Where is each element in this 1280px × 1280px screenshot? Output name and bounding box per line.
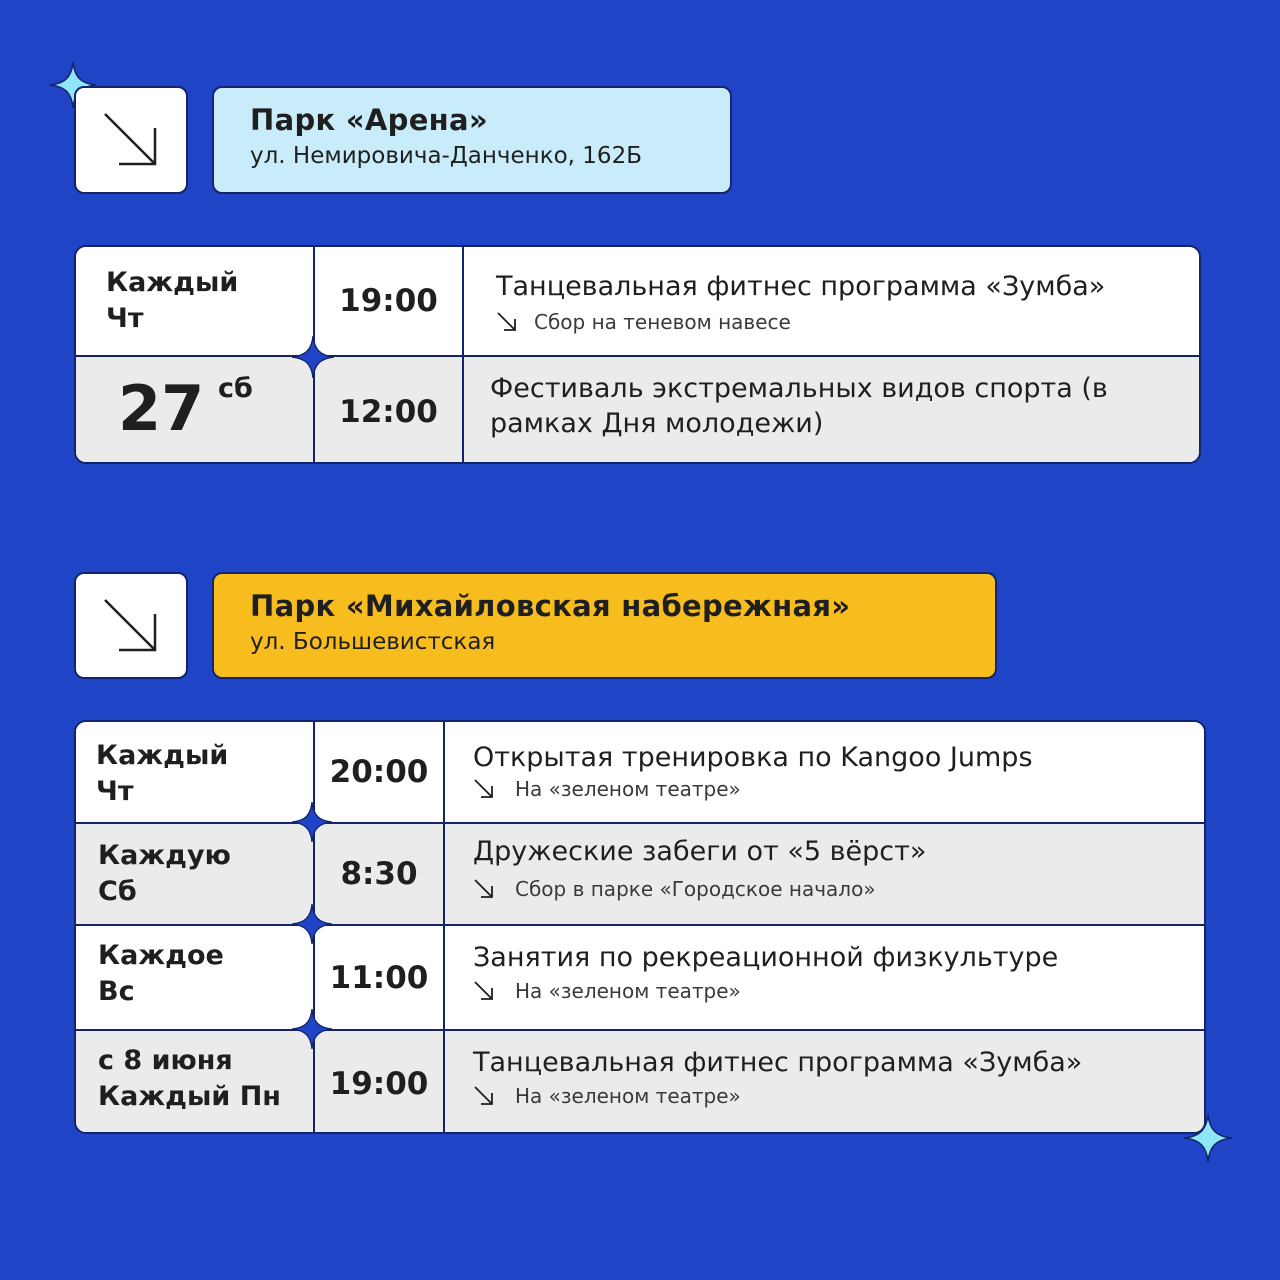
arrow-down-right-icon bbox=[99, 108, 163, 172]
event-note bbox=[473, 1084, 1204, 1108]
date-weekday: сб bbox=[218, 373, 253, 404]
arena-arrow-box bbox=[74, 86, 188, 194]
day-cell bbox=[76, 926, 315, 1029]
date-cell bbox=[76, 357, 315, 464]
event-cell bbox=[445, 1031, 1204, 1134]
table-row bbox=[76, 722, 1204, 824]
event-cell bbox=[445, 824, 1204, 924]
time-cell: 12:00 bbox=[315, 357, 464, 464]
event-title: Танцевальная фитнес программа «Зумба» bbox=[473, 1047, 1083, 1078]
day-label: Каждый Чт bbox=[96, 740, 229, 807]
mikhailovskaya-address: ул. Большевистская bbox=[250, 629, 496, 655]
day-label: Каждый Чт bbox=[106, 267, 239, 334]
arrow-down-right-icon bbox=[496, 311, 518, 333]
day-cell bbox=[76, 722, 315, 822]
arrow-down-right-icon bbox=[473, 1085, 495, 1107]
day-cell bbox=[76, 247, 315, 355]
day-cell bbox=[76, 824, 315, 924]
arrow-down-right-icon bbox=[473, 778, 495, 800]
event-title: Фестиваль экстремальных видов спорта (в рамках Дня молодежи) bbox=[490, 373, 1108, 439]
arrow-down-right-icon bbox=[473, 878, 495, 900]
arena-schedule-table bbox=[74, 245, 1201, 464]
sparkle-star-icon bbox=[292, 802, 332, 842]
event-cell bbox=[464, 247, 1199, 355]
event-title: Занятия по рекреационной физкультуре bbox=[473, 942, 1059, 973]
day-label: Каждое Вс bbox=[98, 940, 224, 1007]
mikhailovskaya-arrow-box bbox=[74, 572, 188, 679]
event-note bbox=[473, 979, 1204, 1003]
sparkle-star-icon bbox=[292, 336, 334, 378]
time-cell: 19:00 bbox=[315, 1031, 445, 1134]
date-number: 27 bbox=[118, 372, 205, 445]
event-note bbox=[473, 777, 1204, 801]
arrow-down-right-icon bbox=[473, 980, 495, 1002]
event-cell bbox=[445, 722, 1204, 822]
day-cell bbox=[76, 1031, 315, 1134]
table-row bbox=[76, 247, 1199, 357]
event-note-text: Сбор на теневом навесе bbox=[534, 310, 791, 334]
event-note-text: На «зеленом театре» bbox=[515, 1084, 741, 1108]
arena-header bbox=[212, 86, 732, 194]
time-cell: 8:30 bbox=[315, 824, 445, 924]
event-note bbox=[473, 877, 1204, 901]
event-title: Танцевальная фитнес программа «Зумба» bbox=[496, 271, 1106, 302]
event-note-text: На «зеленом театре» bbox=[515, 979, 741, 1003]
sparkle-star-icon bbox=[292, 904, 332, 944]
mikhailovskaya-schedule-table bbox=[74, 720, 1206, 1134]
table-row bbox=[76, 1031, 1204, 1134]
day-label: с 8 июня Каждый Пн bbox=[98, 1045, 281, 1112]
event-cell bbox=[445, 926, 1204, 1029]
day-label: Каждую Сб bbox=[98, 840, 231, 907]
event-note bbox=[496, 310, 1199, 334]
table-row bbox=[76, 824, 1204, 926]
time-cell: 11:00 bbox=[315, 926, 445, 1029]
arena-title: Парк «Арена» bbox=[250, 103, 488, 137]
mikhailovskaya-title: Парк «Михайловская набережная» bbox=[250, 589, 851, 623]
mikhailovskaya-header bbox=[212, 572, 997, 679]
table-row bbox=[76, 357, 1199, 464]
arrow-down-right-icon bbox=[99, 594, 163, 658]
event-note-text: На «зеленом театре» bbox=[515, 777, 741, 801]
table-row bbox=[76, 926, 1204, 1031]
event-note-text: Сбор в парке «Городское начало» bbox=[515, 877, 876, 901]
sparkle-star-icon bbox=[292, 1009, 332, 1049]
event-cell bbox=[464, 357, 1199, 464]
time-cell: 19:00 bbox=[315, 247, 464, 355]
event-title: Дружеские забеги от «5 вёрст» bbox=[473, 836, 927, 867]
time-cell: 20:00 bbox=[315, 722, 445, 822]
event-title: Открытая тренировка по Kangoo Jumps bbox=[473, 742, 1033, 773]
arena-address: ул. Немировича-Данченко, 162Б bbox=[250, 143, 642, 169]
